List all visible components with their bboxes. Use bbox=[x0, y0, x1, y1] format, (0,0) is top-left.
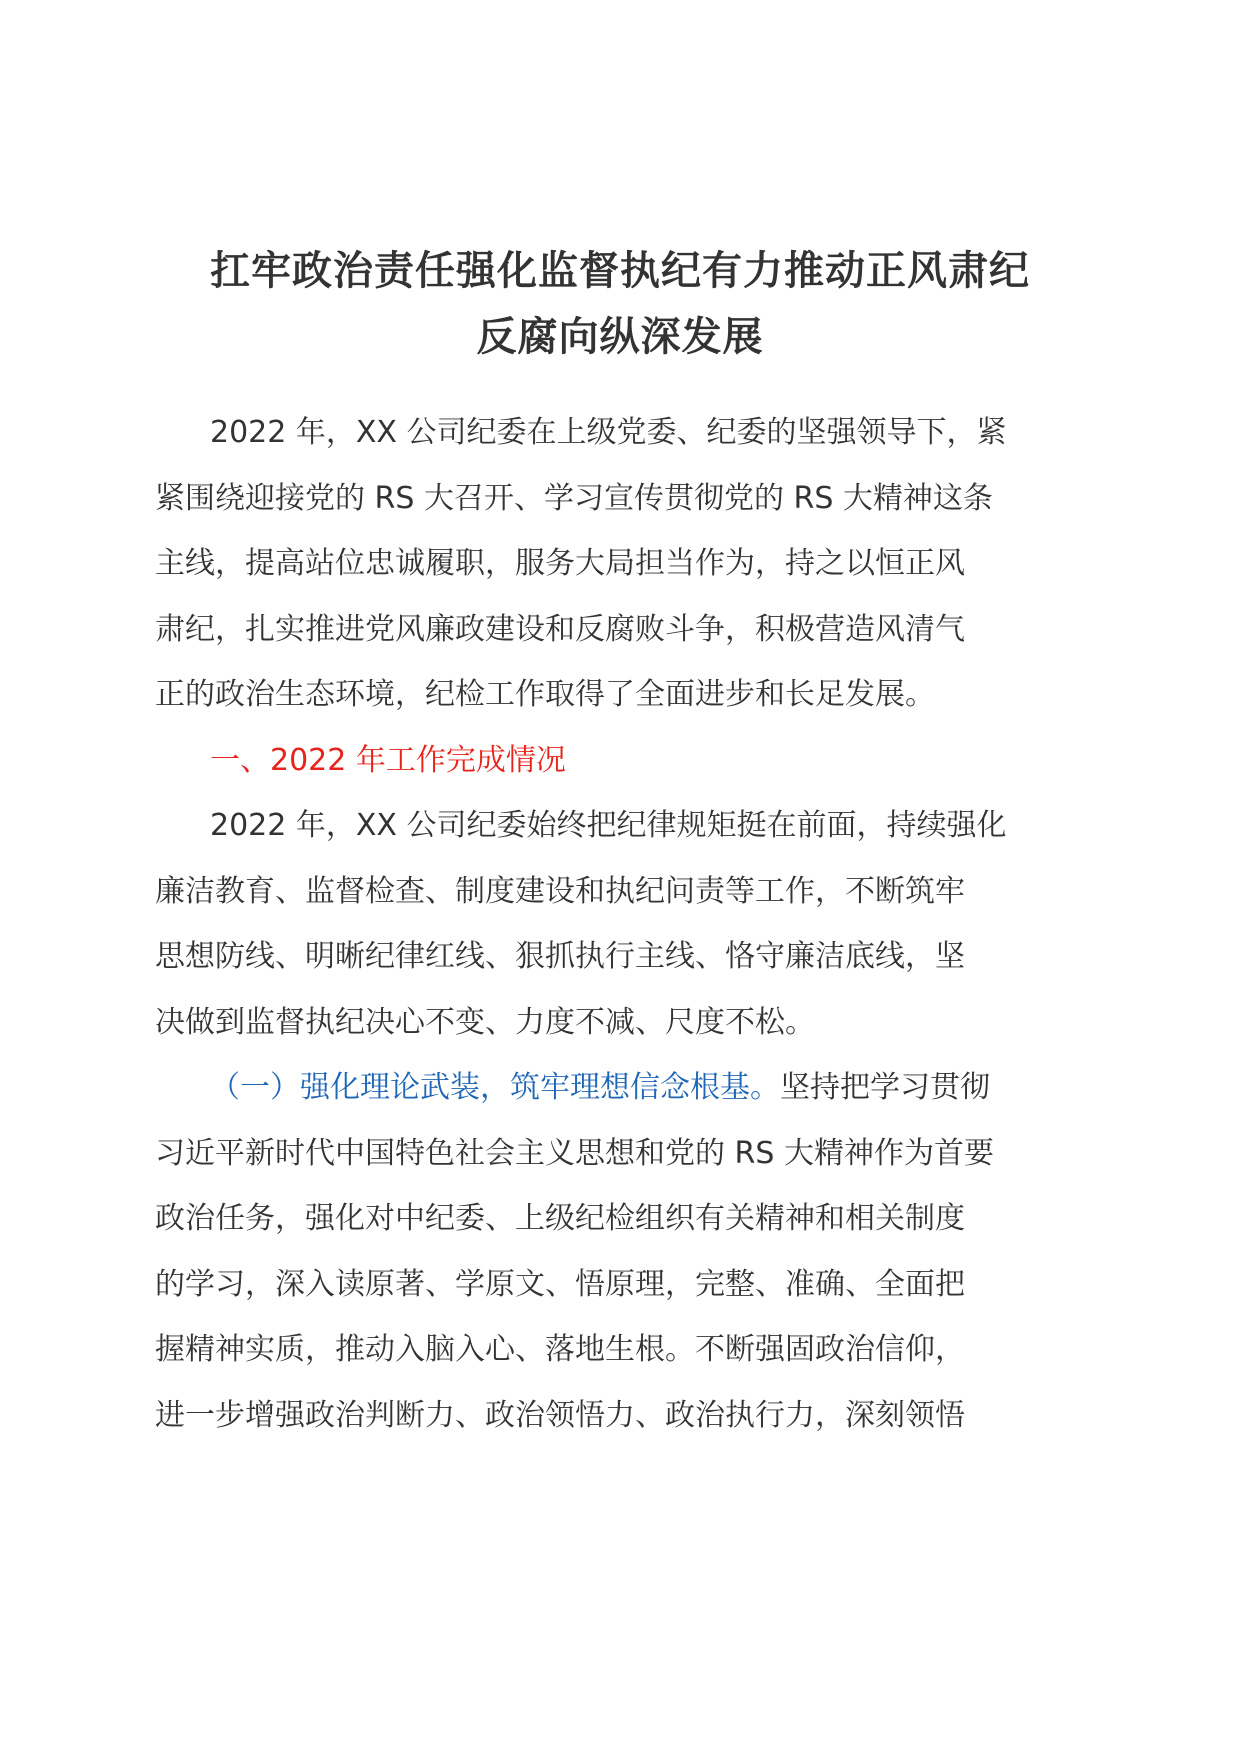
document-title bbox=[150, 238, 1090, 370]
paragraph-2-line-3: 思想防线、明晰纪律红线、狠抓执行主线、恪守廉洁底线，坚 bbox=[155, 939, 965, 974]
title-line-2: 反腐向纵深发展 bbox=[476, 314, 764, 360]
title-line-1: 扛牢政治责任强化监督执纪有力推动正风肃纪 bbox=[210, 248, 1030, 294]
paragraph-3-line-5: 握精神实质，推动入脑入心、落地生根。不断强固政治信仰， bbox=[155, 1332, 965, 1367]
paragraph-3-first-tail: 坚持把学习贯彻 bbox=[780, 1070, 990, 1105]
subheading: （一）强化理论武装，筑牢理想信念根基。 bbox=[210, 1070, 780, 1105]
paragraph-3-line-6: 进一步增强政治判断力、政治领悟力、政治执行力，深刻领悟 bbox=[155, 1397, 965, 1433]
paragraph-1-line-3: 主线，提高站位忠诚履职，服务大局担当作为，持之以恒正风 bbox=[155, 546, 965, 581]
paragraph-3-line-1 bbox=[155, 1055, 1095, 1121]
paragraph-2-line-2: 廉洁教育、监督检查、制度建设和执纪问责等工作，不断筑牢 bbox=[155, 873, 965, 909]
paragraph-2-line-1: 2022 年，XX 公司纪委始终把纪律规矩挺在前面，持续强化 bbox=[210, 808, 1007, 843]
paragraph-1-line-2: 紧围绕迎接党的 RS 大召开、学习宣传贯彻党的 RS 大精神这条 bbox=[155, 480, 993, 516]
paragraph-1-line-4: 肃纪，扎实推进党风廉政建设和反腐败斗争，积极营造风清气 bbox=[155, 611, 965, 647]
paragraph-2-line-4: 决做到监督执纪决心不变、力度不减、尺度不松。 bbox=[155, 1004, 815, 1040]
section-heading: 一、2022 年工作完成情况 bbox=[210, 742, 566, 778]
document-body bbox=[155, 400, 1095, 1448]
paragraph-3-line-3: 政治任务，强化对中纪委、上级纪检组织有关精神和相关制度 bbox=[155, 1201, 965, 1236]
paragraph-3-line-2: 习近平新时代中国特色社会主义思想和党的 RS 大精神作为首要 bbox=[155, 1135, 994, 1171]
paragraph-1-line-5: 正的政治生态环境，纪检工作取得了全面进步和长足发展。 bbox=[155, 677, 935, 712]
paragraph-1-line-1: 2022 年，XX 公司纪委在上级党委、纪委的坚强领导下，紧 bbox=[210, 415, 1007, 450]
paragraph-3-line-4: 的学习，深入读原著、学原文、悟原理，完整、准确、全面把 bbox=[155, 1266, 965, 1302]
